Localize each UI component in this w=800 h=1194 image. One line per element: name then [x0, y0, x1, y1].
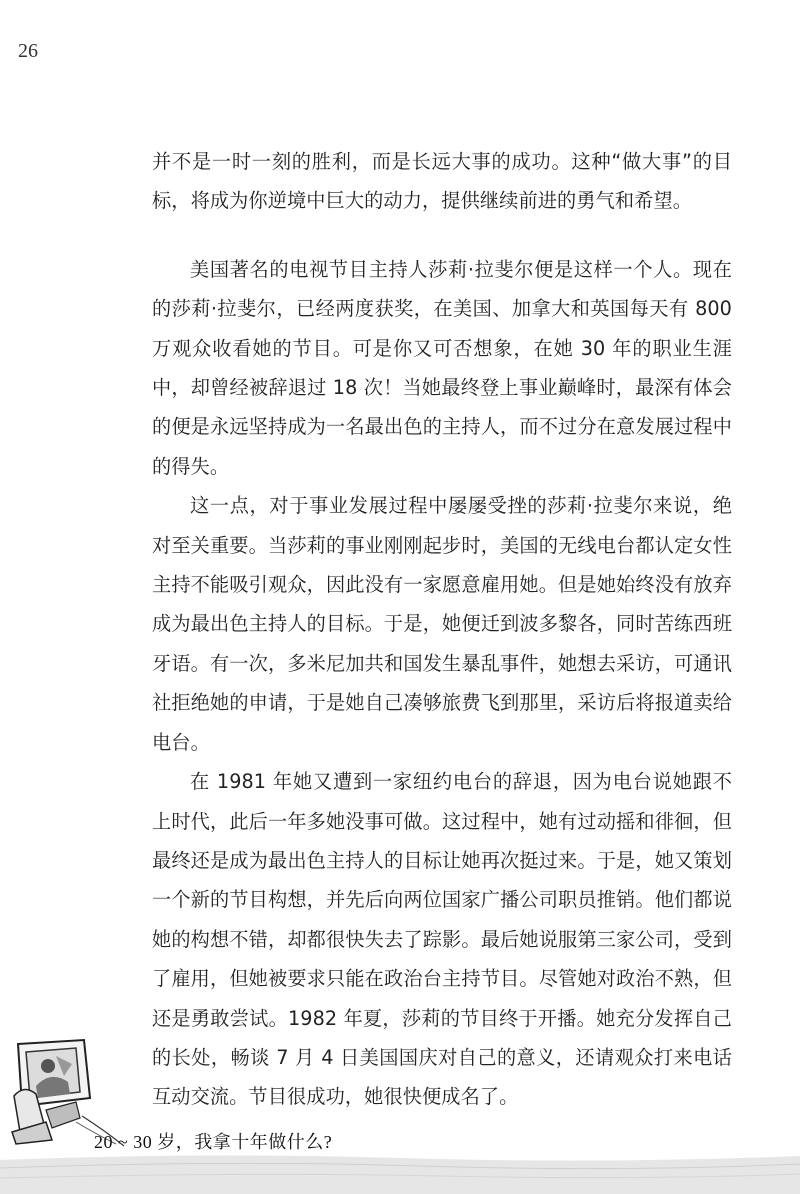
footer-decoration [0, 1150, 800, 1194]
paragraph-3: 这一点，对于事业发展过程中屡屡受挫的莎莉·拉斐尔来说，绝对至关重要。当莎莉的事业刚刚起步时，美国的无线电台都认定女性主持不能吸引观众，因此没有一家愿意雇用她。但是她始终没有放弃成为最出色主持人的目标。于是，她便迁到波多黎各，同时苦练西班牙语。有一次，多米尼加共和国发生暴乱事件，她想去采访，可通讯社拒绝她的申请，于是她自己凑够旅费飞到那里，采访后将报道卖给电台。 [152, 494, 732, 754]
paragraph-2: 美国著名的电视节目主持人莎莉·拉斐尔便是这样一个人。现在的莎莉·拉斐尔，已经两度获奖，在美国、加拿大和英国每天有 800 万观众收看她的节目。可是你又可否想象，在她 30 年的职业生涯中，却曾经被辞退过 18 次！当她最终登上事业巅峰时，最深有体会的便是永远坚持成为一名最出色的主持人，而不过分在意发展过程中的得失。 [152, 257, 732, 478]
page-number: 26 [18, 40, 38, 62]
paragraph-4: 在 1981 年她又遭到一家纽约电台的辞退，因为电台说她跟不上时代，此后一年多她没事可做。这过程中，她有过动摇和徘徊，但最终还是成为最出色主持人的目标让她再次挺过来。于是，她又策划一个新的节目构想，并先后向两位国家广播公司职员推销。他们都说她的构想不错，却都很快失去了踪影。最后她说服第三家公司，受到了雇用，但她被要求只能在政治台主持节目。尽管她对政治不熟，但还是勇敢尝试。1982 年夏，莎莉的节目终于开播。她充分发挥自己的长处，畅谈 7 月 4 日美国国庆对自己的意义，还请观众打来电话互动交流。节目很成功，她很快便成名了。 [152, 770, 732, 1109]
paragraph-1: 并不是一时一刻的胜利，而是长远大事的成功。这种“做大事”的目标，将成为你逆境中巨大的动力，提供继续前进的勇气和希望。 [152, 150, 732, 213]
footer-book-title: 20 ~ 30 岁，我拿十年做什么? [94, 1132, 333, 1152]
body-text [152, 142, 732, 1117]
